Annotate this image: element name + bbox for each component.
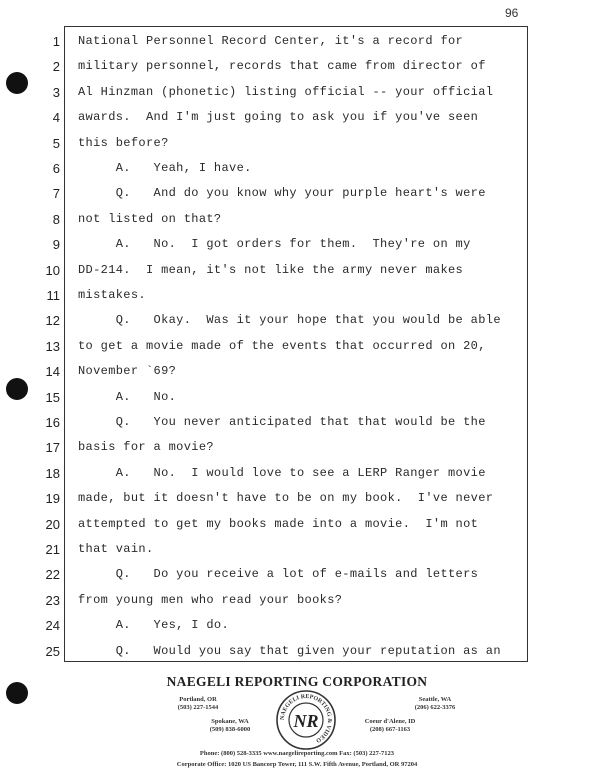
line-text: November `69?	[78, 364, 177, 379]
line-number: 6	[52, 161, 60, 176]
transcript-line	[0, 487, 540, 512]
line-text: this before?	[78, 135, 169, 150]
line-number: 17	[45, 440, 60, 456]
line-number: 25	[45, 643, 60, 659]
transcript-line	[0, 157, 540, 182]
transcript-line	[0, 208, 540, 233]
line-number: 15	[45, 389, 60, 405]
line-text: Q. You never anticipated that that would be the	[78, 415, 486, 429]
transcript-line	[0, 309, 540, 334]
line-number: 22	[45, 567, 60, 583]
line-number: 4	[52, 110, 60, 126]
transcript-line	[0, 614, 540, 639]
transcript-line	[0, 335, 540, 360]
line-text: awards. And I'm just going to ask you if you've seen	[78, 110, 479, 125]
line-text: Q. Would you say that given your reputation as an	[78, 643, 501, 658]
line-text: Q. And do you know why your purple heart's were	[78, 186, 486, 201]
line-text: to get a movie made of the events that occurred on 20,	[78, 338, 486, 353]
transcript-line	[0, 411, 540, 436]
transcript-line	[0, 386, 540, 411]
transcript-line	[0, 259, 540, 284]
line-number: 9	[52, 237, 60, 253]
corporate-address: Corporate Office: 1020 US Bancorp Tower, 111 S.W. Fifth Avenue, Portland, OR 97204	[176, 761, 418, 768]
line-text: from young men who read your books?	[78, 592, 343, 607]
line-number: 5	[52, 135, 60, 151]
office-coeur-dalene: Coeur d'Alene, ID (208) 667-1163	[364, 718, 416, 733]
svg-text:NR: NR	[293, 711, 319, 731]
transcript-line	[0, 233, 540, 258]
line-text: basis for a movie?	[78, 440, 214, 455]
office-spokane: Spokane, WA (509) 838-6000	[209, 718, 251, 733]
line-text: A. No. I would love to see a LERP Ranger movie	[78, 465, 486, 480]
line-number: 20	[45, 516, 60, 532]
line-text: Al Hinzman (phonetic) listing official -- your official	[78, 84, 494, 99]
office-portland: Portland, OR (503) 227-1544	[177, 696, 219, 711]
transcript-line	[0, 30, 540, 55]
line-text: Q. Do you receive a lot of e-mails and letters	[78, 567, 479, 582]
company-name: NAEGELI REPORTING CORPORATION	[166, 674, 428, 689]
transcript-line	[0, 513, 540, 538]
line-text: A. Yeah, I have.	[78, 161, 252, 175]
line-number: 24	[45, 618, 60, 634]
line-text: that vain.	[78, 542, 154, 556]
transcript-line	[0, 462, 540, 487]
page-number: 96	[505, 6, 519, 20]
transcript-line	[0, 182, 540, 207]
transcript-line	[0, 360, 540, 385]
line-number: 14	[45, 364, 60, 380]
line-number: 1	[52, 34, 60, 49]
line-text: A. No.	[78, 389, 177, 404]
line-number: 16	[45, 415, 60, 430]
line-text: Q. Okay. Was it your hope that you would be able	[78, 313, 501, 328]
line-number: 19	[45, 491, 60, 507]
transcript-line	[0, 538, 540, 563]
transcript-line	[0, 436, 540, 461]
transcript-line	[0, 55, 540, 80]
line-number: 10	[45, 262, 60, 278]
line-text: A. Yes, I do.	[78, 618, 230, 633]
line-text: military personnel, records that came from director of	[78, 59, 486, 74]
svg-text:NAEGELI REPORTING & VIDEO: NAEGELI REPORTING & VIDEO	[279, 693, 333, 744]
transcript-line	[0, 81, 540, 106]
transcript-line	[0, 106, 540, 131]
transcript-line	[0, 132, 540, 157]
line-text: attempted to get my books made into a movie. I'm not	[78, 516, 479, 531]
line-number: 13	[45, 338, 60, 354]
line-text: National Personnel Record Center, it's a record for	[78, 34, 464, 48]
line-number: 21	[45, 542, 60, 557]
line-number: 8	[52, 211, 60, 227]
line-text: not listed on that?	[78, 211, 222, 226]
line-number: 18	[45, 465, 60, 481]
transcript-line	[0, 640, 540, 665]
line-text: made, but it doesn't have to be on my book. I've never	[78, 491, 494, 506]
transcript-line	[0, 284, 540, 309]
transcript-line	[0, 563, 540, 588]
company-seal-logo	[275, 689, 337, 751]
line-number: 2	[52, 59, 60, 75]
line-number: 11	[46, 288, 60, 303]
reporting-footer	[0, 672, 594, 784]
line-number: 23	[45, 592, 60, 608]
office-seattle: Seattle, WA (206) 622-3376	[414, 696, 456, 711]
line-text: A. No. I got orders for them. They're on my	[78, 237, 471, 252]
transcript-line	[0, 589, 540, 614]
line-number: 3	[52, 84, 60, 100]
line-text: DD-214. I mean, it's not like the army never makes	[78, 262, 464, 277]
line-number: 7	[52, 186, 60, 202]
line-number: 12	[45, 313, 60, 329]
line-text: mistakes.	[78, 288, 146, 302]
contact-line: Phone: (800) 528-3335 www.naegelireporting.com Fax: (503) 227-7123	[199, 750, 395, 757]
